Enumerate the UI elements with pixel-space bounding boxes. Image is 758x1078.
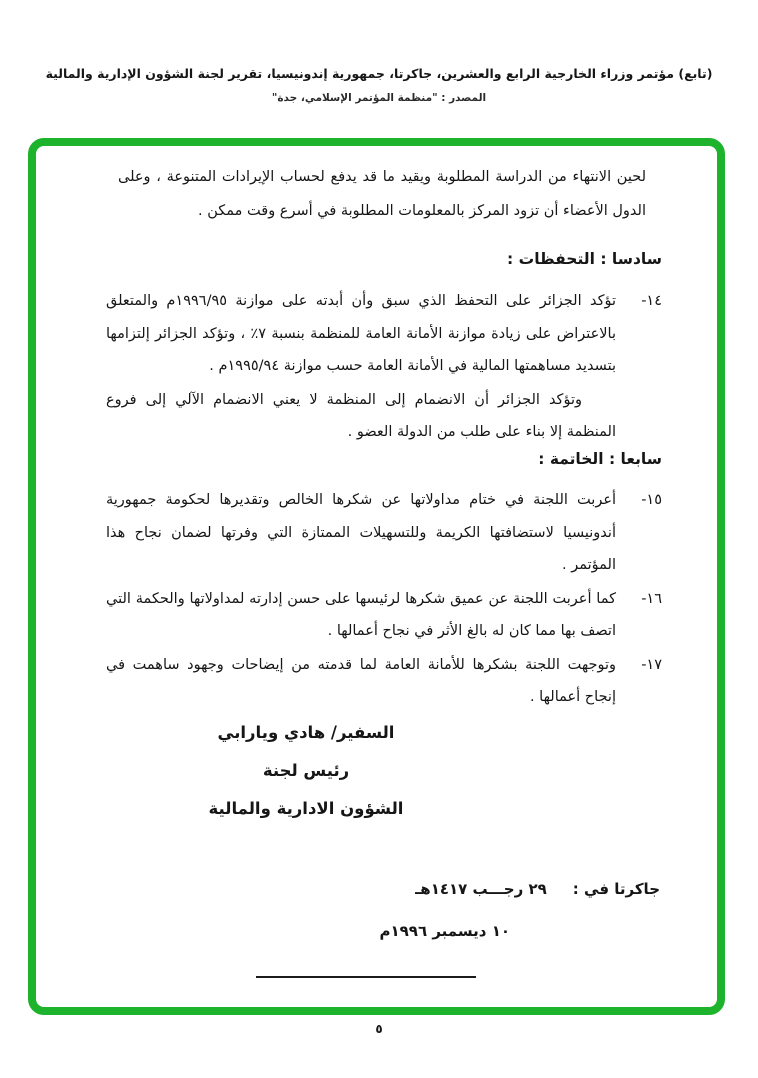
list-item [106, 484, 662, 582]
section-seven-items [106, 484, 662, 714]
item-text: أعربت اللجنة في ختام مداولاتها عن شكرها الخالص وتقديرها لحكومة جمهورية أندونيسيا لاستضافتها الكريمة وللتسهيلات الممتازة التي وفرتها لضمان نجاح هذا المؤتمر . [106, 492, 616, 573]
list-item [106, 583, 662, 648]
item-continuation-text: وتؤكد الجزائر أن الانضمام إلى المنظمة لا يعني الانضمام الآلي إلى فروع المنظمة إلا بناء على طلب من الدولة العضو . [106, 391, 616, 440]
item-number: ١٧- [641, 656, 662, 673]
list-item [106, 285, 662, 449]
dateline-gregorian-date: ١٠ ديسمبر ١٩٩٦م [379, 922, 510, 940]
list-item [106, 649, 662, 714]
document-header-source: المصدر : "منظمة المؤتمر الإسلامي، جدة" [271, 92, 487, 104]
item-text: تؤكد الجزائر على التحفظ الذي سبق وأن أبدته على موازنة ١٩٩٦/٩٥م والمتعلق بالاعتراض على زيادة موازنة الأمانة العامة للمنظمة بنسبة ٧٪ ، وتؤكد الجزائر إلتزامها بتسديد مساهمتها المالية في الأمانة العامة حسب موازنة ١٩٩٥/٩٤م . [106, 293, 616, 374]
item-number: ١٤- [641, 293, 662, 309]
signature-title-line2: الشؤون الادارية والمالية [208, 799, 404, 818]
footer-divider-line [256, 976, 476, 978]
dateline-hijri-row [320, 876, 660, 902]
dateline-hijri-date: ٢٩ رجـــب ١٤١٧هـ [415, 880, 547, 898]
dateline-place-label: جاكرتا في : [572, 880, 660, 898]
document-header-title: (تابع) مؤتمر وزراء الخارجية الرابع والعشرين، جاكرتا، جمهورية إندونيسيا، تقرير لجنة الشؤون الإدارية والمالية [45, 66, 713, 81]
item-text: كما أعربت اللجنة عن عميق شكرها لرئيسها على حسن إدارته لمداولاتها والحكمة التي اتصف بها مما كان له بالغ الأثر في نجاح أعمالها . [106, 590, 616, 639]
signature-title-line1: رئيس لجنة [262, 761, 350, 780]
item-number: ١٥- [641, 492, 662, 508]
signature-name: السفير/ هادي ويارابي [217, 723, 395, 742]
signature-block [148, 714, 464, 828]
item-text-wrap [106, 285, 616, 449]
section-heading-reservations: سادسا : التحفظات : [507, 250, 662, 268]
section-six-items [106, 285, 662, 449]
item-text: وتوجهت اللجنة بشكرها للأمانة العامة لما قدمته من إيضاحات وجهود ساهمت في إنجاح أعمالها . [106, 656, 616, 705]
page-number: ٥ [375, 1022, 383, 1036]
section-heading-conclusion: سابعا : الخاتمة : [538, 450, 662, 468]
intro-paragraph: لحين الانتهاء من الدراسة المطلوبة ويقيد ما قد يدفع لحساب الإيرادات المتنوعة ، وعلى الدول الأعضاء أن تزود المركز بالمعلومات المطلوبة في أسرع وقت ممكن . [118, 169, 646, 219]
item-number: ١٦- [641, 590, 662, 607]
dateline-block [320, 876, 660, 944]
